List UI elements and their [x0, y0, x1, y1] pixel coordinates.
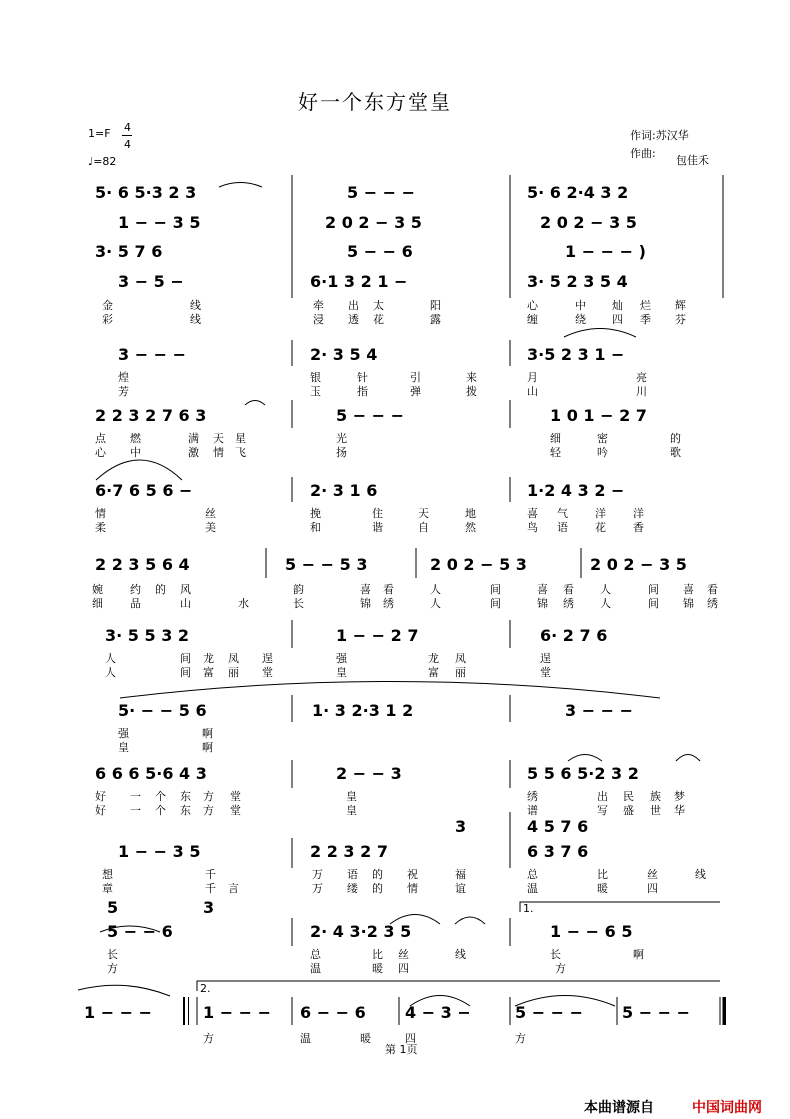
key-signature: 1=F: [88, 127, 111, 140]
measure: 5 − − 6: [347, 242, 413, 261]
lyric: 堂: [540, 666, 551, 679]
lyric: 激: [188, 446, 199, 459]
lyric: 银: [310, 371, 321, 384]
measure: 3 − − −: [118, 345, 187, 364]
measure: 6·7 6 5 6 −: [95, 481, 193, 500]
measure: 2 0 2 − 5 3: [430, 555, 527, 574]
measure: 3: [455, 817, 467, 836]
lyric: 四: [398, 962, 409, 975]
measure: 4 − 3 −: [405, 1003, 471, 1022]
measure: 5 − − −: [622, 1003, 691, 1022]
lyric: 锦: [537, 597, 548, 610]
lyric: 绣: [527, 790, 538, 803]
lyric: 地: [465, 507, 476, 520]
lyric: 谊: [455, 882, 466, 895]
lyric: 山: [180, 597, 191, 610]
lyric: 一: [130, 804, 141, 817]
measure: 6 − − 6: [300, 1003, 366, 1022]
lyric: 针: [357, 371, 368, 384]
lyric: 锦: [360, 597, 371, 610]
measure: 2· 3 5 4: [310, 345, 378, 364]
lyric: 透: [348, 313, 359, 326]
lyric: 绕: [575, 313, 586, 326]
lyric: 啊: [202, 741, 213, 754]
lyric: 浸: [313, 313, 324, 326]
lyric: 长: [293, 597, 304, 610]
lyric: 暖: [372, 962, 383, 975]
lyric: 水: [238, 597, 249, 610]
lyric: 太: [373, 299, 384, 312]
lyric: 引: [410, 371, 421, 384]
lyric: 间: [490, 597, 501, 610]
lyric: 人: [600, 597, 611, 610]
lyric: 万: [312, 882, 323, 895]
lyric: 逞: [262, 652, 273, 665]
measure: 1 − − −: [84, 1003, 153, 1022]
lyric: 轻: [550, 446, 561, 459]
lyric: 月: [527, 371, 538, 384]
measure: 3· 5 5 3 2: [105, 626, 190, 645]
lyric: 的: [155, 583, 166, 596]
lyric: 线: [695, 868, 706, 881]
lyric: 绣: [707, 597, 718, 610]
lyric: 总: [310, 948, 321, 961]
measure: 5 − − 5 3: [285, 555, 368, 574]
lyric: 美: [205, 521, 216, 534]
lyric: 洋: [633, 507, 644, 520]
lyric: 方: [203, 790, 214, 803]
lyric: 喜: [527, 507, 538, 520]
lyric: 歌: [670, 446, 681, 459]
lyric: 洋: [595, 507, 606, 520]
lyric: 风: [180, 583, 191, 596]
lyric: 间: [180, 666, 191, 679]
lyric: 人: [105, 666, 116, 679]
lyric: 谐: [372, 521, 383, 534]
lyric: 彩: [102, 313, 113, 326]
lyric: 密: [597, 432, 608, 445]
measure: 5 − − −: [515, 1003, 584, 1022]
lyric: 金: [102, 299, 113, 312]
lyric: 富: [203, 666, 214, 679]
time-signature-numerator: 4: [124, 121, 131, 134]
measure: 1·2 4 3 2 −: [527, 481, 625, 500]
lyric: 芬: [675, 313, 686, 326]
lyric: 弹: [410, 385, 421, 398]
lyric: 龙: [203, 652, 214, 665]
lyric: 富: [428, 666, 439, 679]
footer-brand-link[interactable]: 中国词曲网: [692, 1100, 762, 1116]
lyric: 温: [527, 882, 538, 895]
lyric: 情: [407, 882, 418, 895]
lyric: 情: [95, 507, 106, 520]
measure: 5: [107, 898, 119, 917]
lyric: 人: [105, 652, 116, 665]
lyric: 看: [383, 583, 394, 596]
measure: 1· 3 2·3 1 2: [312, 701, 414, 720]
lyric: 玉: [310, 385, 321, 398]
lyric: 祝: [407, 868, 418, 881]
lyric: 露: [430, 313, 441, 326]
measure: 2 2 3 2 7: [310, 842, 388, 861]
lyric: 四: [612, 313, 623, 326]
lyric: 缠: [527, 313, 538, 326]
lyric: 亮: [636, 371, 647, 384]
lyric: 出: [597, 790, 608, 803]
lyric: 绣: [383, 597, 394, 610]
lyric: 方: [203, 1032, 214, 1045]
lyric: 堂: [262, 666, 273, 679]
lyric: 万: [312, 868, 323, 881]
lyric: 绣: [563, 597, 574, 610]
lyric: 比: [597, 868, 608, 881]
lyric: 点: [95, 432, 106, 445]
measure: 3 − − −: [565, 701, 634, 720]
lyric: 比: [372, 948, 383, 961]
lyric: 间: [490, 583, 501, 596]
lyric: 间: [648, 597, 659, 610]
measure: 5· 6 2·4 3 2: [527, 183, 629, 202]
lyric: 花: [373, 313, 384, 326]
time-signature-denominator: 4: [124, 138, 131, 151]
lyric: 啊: [633, 948, 644, 961]
lyric: 言: [228, 882, 239, 895]
lyric: 皇: [346, 804, 357, 817]
lyric: 看: [563, 583, 574, 596]
lyric: 气: [557, 507, 568, 520]
lyric: 出: [348, 299, 359, 312]
lyric: 光: [336, 432, 347, 445]
composer-name: 包佳禾: [676, 154, 709, 167]
measure: 2 0 2 − 3 5: [325, 213, 422, 232]
lyric: 喜: [360, 583, 371, 596]
lyric: 燃: [130, 432, 141, 445]
volta-1-label: 1.: [523, 902, 534, 915]
lyric: 语: [347, 868, 358, 881]
lyric: 丝: [205, 507, 216, 520]
lyric: 喜: [683, 583, 694, 596]
lyric: 世: [650, 804, 661, 817]
measure: 5· 6 5·3 2 3: [95, 183, 197, 202]
lyric: 好: [95, 804, 106, 817]
measure: 6 3 7 6: [527, 842, 589, 861]
lyric: 梦: [674, 790, 685, 803]
lyric: 凤: [455, 652, 466, 665]
lyric: 千: [205, 882, 216, 895]
measure: 6 6 6 5·6 4 3: [95, 764, 207, 783]
lyric: 好: [95, 790, 106, 803]
lyric: 芳: [118, 385, 129, 398]
lyric: 堂: [230, 804, 241, 817]
lyric: 来: [466, 371, 477, 384]
quarter-note-icon: ♩: [88, 155, 94, 168]
volta-2-label: 2.: [200, 982, 211, 995]
measure: 1 − − −: [203, 1003, 272, 1022]
lyric: 语: [557, 521, 568, 534]
measure: 3·5 2 3 1 −: [527, 345, 625, 364]
measure: 2 − − 3: [336, 764, 402, 783]
measure: 3· 5 2 3 5 4: [527, 272, 628, 291]
lyric: 挽: [310, 507, 321, 520]
measure: 2 0 2 − 3 5: [590, 555, 687, 574]
lyric: 阳: [430, 299, 441, 312]
lyric: 辉: [675, 299, 686, 312]
measure: 5 5 6 5·2 3 2: [527, 764, 639, 783]
lyric: 住: [372, 507, 383, 520]
lyric: 东: [180, 790, 191, 803]
lyric: 烂: [640, 299, 651, 312]
lyric: 指: [357, 385, 368, 398]
lyric: 线: [190, 299, 201, 312]
lyric: 花: [595, 521, 606, 534]
lyric: 拨: [466, 385, 477, 398]
lyric: 丽: [228, 666, 239, 679]
measure: 2· 3 1 6: [310, 481, 378, 500]
measure: 2 2 3 5 6 4: [95, 555, 190, 574]
lyric: 心: [95, 446, 106, 459]
measure: 3· 5 7 6: [95, 242, 163, 261]
lyric: 心: [527, 299, 538, 312]
lyric: 长: [550, 948, 561, 961]
lyric: 人: [600, 583, 611, 596]
lyric: 香: [633, 521, 644, 534]
lyric: 四: [647, 882, 658, 895]
lyric: 线: [190, 313, 201, 326]
lyric: 锦: [683, 597, 694, 610]
lyric: 灿: [612, 299, 623, 312]
lyric: 族: [650, 790, 661, 803]
lyric: 天: [418, 507, 429, 520]
measure: 3 − 5 −: [118, 272, 184, 291]
lyric: 总: [527, 868, 538, 881]
composer-label: 作曲:: [630, 147, 656, 160]
measure: 4 5 7 6: [527, 817, 589, 836]
measure: 5· − − 5 6: [118, 701, 207, 720]
measure: 2 2 3 2 7 6 3: [95, 406, 207, 425]
lyric: 缕: [347, 882, 358, 895]
measure: 5 − − −: [347, 183, 416, 202]
lyric: 皇: [346, 790, 357, 803]
lyric: 福: [455, 868, 466, 881]
footer-source-label: 本曲谱源自: [584, 1100, 654, 1116]
lyric: 韵: [293, 583, 304, 596]
lyric: 的: [372, 868, 383, 881]
lyric: 丝: [398, 948, 409, 961]
measure: 2· 4 3·2 3 5: [310, 922, 412, 941]
measure: 1 − − − ): [565, 242, 646, 261]
lyric: 强: [118, 727, 129, 740]
lyric: 皇: [336, 666, 347, 679]
lyric: 暖: [360, 1032, 371, 1045]
lyric: 山: [527, 385, 538, 398]
lyric: 人: [430, 597, 441, 610]
lyric: 盛: [623, 804, 634, 817]
lyric: 天: [213, 432, 224, 445]
lyric: 然: [465, 521, 476, 534]
lyric: 丝: [647, 868, 658, 881]
lyric: 品: [130, 597, 141, 610]
lyric: 四: [405, 1032, 416, 1045]
measure: 1 − − 3 5: [118, 842, 201, 861]
lyric: 温: [310, 962, 321, 975]
lyric: 凤: [228, 652, 239, 665]
lyric: 婉: [92, 583, 103, 596]
lyric: 喜: [537, 583, 548, 596]
lyric: 逞: [540, 652, 551, 665]
lyric: 自: [418, 521, 429, 534]
measure: 6·1 3 2 1 −: [310, 272, 408, 291]
lyric: 人: [430, 583, 441, 596]
lyric: 柔: [95, 521, 106, 534]
measure: 6· 2 7 6: [540, 626, 608, 645]
measure: 2 0 2 − 3 5: [540, 213, 637, 232]
lyric: 个: [155, 804, 166, 817]
measure: 1 − − 6 5: [550, 922, 633, 941]
lyric: 细: [92, 597, 103, 610]
lyric: 堂: [230, 790, 241, 803]
lyric: 和: [310, 521, 321, 534]
lyric: 长: [107, 948, 118, 961]
tempo-marking: ♩=82: [88, 155, 117, 168]
lyric: 丽: [455, 666, 466, 679]
measure: 1 − − 2 7: [336, 626, 419, 645]
time-signature-line: [122, 135, 132, 136]
lyric: 啊: [202, 727, 213, 740]
measure: 1 − − 3 5: [118, 213, 201, 232]
lyric: 间: [180, 652, 191, 665]
lyric: 方: [203, 804, 214, 817]
lyric: 龙: [428, 652, 439, 665]
lyric: 方: [515, 1032, 526, 1045]
lyric: 写: [597, 804, 608, 817]
lyric: 华: [674, 804, 685, 817]
page-number: 第 1页: [385, 1043, 418, 1056]
lyric: 方: [107, 962, 118, 975]
measure: 5 − − 6: [107, 922, 173, 941]
lyric: 千: [205, 868, 216, 881]
lyric: 一: [130, 790, 141, 803]
lyric: 皇: [118, 741, 129, 754]
lyric: 温: [300, 1032, 311, 1045]
measure: 5 − − −: [336, 406, 405, 425]
lyric: 谱: [527, 804, 538, 817]
lyric: 满: [188, 432, 199, 445]
lyric: 中: [130, 446, 141, 459]
lyric: 个: [155, 790, 166, 803]
lyric: 情: [213, 446, 224, 459]
lyric: 川: [636, 385, 647, 398]
page-title: 好一个东方堂皇: [298, 90, 452, 114]
lyric: 星: [235, 432, 246, 445]
lyricist-credit: 作词:苏汉华: [630, 129, 689, 142]
lyric: 方: [555, 962, 566, 975]
lyric: 中: [575, 299, 586, 312]
lyric: 约: [130, 583, 141, 596]
measure: 1 0 1 − 2 7: [550, 406, 647, 425]
lyric: 牵: [313, 299, 324, 312]
lyric: 的: [670, 432, 681, 445]
lyric: 煌: [118, 371, 129, 384]
measure: 3: [203, 898, 215, 917]
lyric: 民: [623, 790, 634, 803]
lyric: 飞: [235, 446, 246, 459]
lyric: 间: [648, 583, 659, 596]
lyric: 鸟: [527, 521, 538, 534]
lyric: 吟: [597, 446, 608, 459]
lyric: 章: [102, 882, 113, 895]
lyric: 看: [707, 583, 718, 596]
lyric: 东: [180, 804, 191, 817]
lyric: 的: [372, 882, 383, 895]
lyric: 扬: [336, 446, 347, 459]
lyric: 季: [640, 313, 651, 326]
lyric: 线: [455, 948, 466, 961]
lyric: 暖: [597, 882, 608, 895]
lyric: 细: [550, 432, 561, 445]
lyric: 想: [102, 868, 113, 881]
lyric: 强: [336, 652, 347, 665]
